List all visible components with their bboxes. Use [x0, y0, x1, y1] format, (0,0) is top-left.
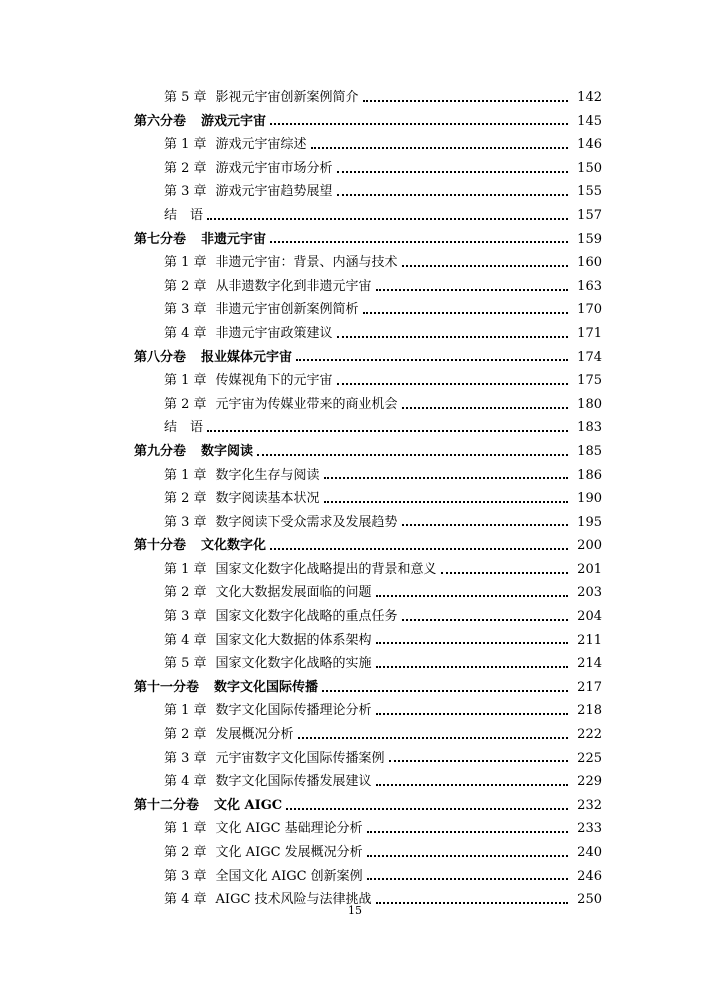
toc-entry-page-number: 175 — [577, 373, 602, 389]
toc-entry-label — [164, 511, 398, 535]
toc-entry-title: 从非遗数字化到非遗元宇宙 — [215, 278, 372, 294]
toc-entry-page-number: 142 — [577, 90, 602, 105]
toc-chapter-entry[interactable] — [0, 298, 710, 322]
toc-part-entry[interactable] — [0, 794, 710, 818]
toc-entry-number: 第 2 章 — [164, 845, 207, 860]
toc-entry-title: 国家文化数字化战略的实施 — [215, 656, 372, 672]
toc-entry-number: 第 3 章 — [164, 868, 207, 884]
dot-leader — [270, 536, 568, 550]
toc-chapter-entry[interactable] — [0, 416, 710, 440]
toc-entry-label — [164, 605, 398, 629]
toc-part-entry[interactable] — [0, 228, 710, 252]
toc-entry-title: 全国文化 AIGC 创新案例 — [215, 868, 363, 884]
dot-leader — [363, 88, 568, 102]
toc-entry-page-number: 201 — [577, 561, 602, 577]
toc-entry-number: 第 2 章 — [164, 491, 207, 507]
toc-entry-number: 第 1 章 — [164, 137, 207, 153]
toc-entry-label — [134, 346, 292, 370]
toc-entry-number: 第 3 章 — [164, 302, 207, 318]
toc-entry-page-number: 145 — [577, 113, 602, 129]
toc-entry-page-number: 195 — [577, 514, 602, 530]
toc-entry-title: 数字文化国际传播发展建议 — [215, 774, 372, 790]
dot-leader — [367, 866, 568, 880]
toc-entry-page-number: 185 — [577, 443, 602, 459]
toc-entry-label — [164, 817, 363, 841]
toc-entry-title: 数字阅读基本状况 — [215, 491, 320, 507]
toc-entry-title: 游戏元宇宙综述 — [215, 137, 307, 153]
toc-chapter-entry[interactable] — [0, 558, 710, 582]
toc-entry-label — [164, 416, 203, 440]
toc-entry-label — [164, 723, 294, 747]
dot-leader — [367, 819, 568, 833]
dot-leader — [402, 395, 568, 409]
toc-entry-page-number: 217 — [577, 679, 602, 695]
dot-leader — [402, 253, 568, 267]
toc-chapter-entry[interactable] — [0, 605, 710, 629]
toc-entry-label — [164, 180, 333, 204]
dot-leader — [337, 182, 568, 196]
toc-entry-title: 非遗元宇宙政策建议 — [215, 325, 333, 341]
toc-part-entry[interactable] — [0, 346, 710, 370]
toc-chapter-entry[interactable] — [0, 487, 710, 511]
toc-entry-page-number: 174 — [577, 349, 602, 365]
toc-entry-title: 文化数字化 — [201, 538, 267, 554]
toc-entry-number: 第 2 章 — [164, 585, 207, 601]
toc-chapter-entry[interactable] — [0, 511, 710, 535]
toc-entry-page-number: 204 — [577, 609, 602, 625]
dot-leader — [337, 371, 568, 385]
toc-chapter-entry[interactable] — [0, 369, 710, 393]
dot-leader — [286, 796, 568, 810]
toc-entry-label — [164, 298, 359, 322]
toc-chapter-entry[interactable] — [0, 817, 710, 841]
toc-entry-title: 文化大数据发展面临的问题 — [215, 585, 372, 601]
toc-entry-number: 第 3 章 — [164, 184, 207, 200]
dot-leader — [376, 654, 568, 668]
toc-chapter-entry[interactable] — [0, 157, 710, 181]
toc-chapter-entry[interactable] — [0, 133, 710, 157]
toc-entry-page-number: 222 — [577, 727, 602, 743]
toc-entry-page-number: 180 — [577, 396, 602, 412]
toc-entry-number: 第 4 章 — [164, 892, 207, 908]
toc-entry-page-number: 183 — [577, 420, 602, 436]
toc-entry-label — [164, 133, 307, 157]
toc-entry-label — [134, 440, 253, 464]
toc-entry-page-number: 155 — [577, 184, 602, 200]
toc-entry-number: 第 1 章 — [164, 561, 207, 577]
toc-entry-number: 第 1 章 — [164, 373, 207, 389]
toc-entry-title: 数字文化国际传播理论分析 — [215, 703, 372, 719]
dot-leader — [376, 277, 568, 291]
dot-leader — [376, 890, 568, 904]
toc-entry-page-number: 218 — [577, 703, 602, 719]
toc-entry-label — [164, 487, 320, 511]
toc-entry-title: 发展概况分析 — [215, 727, 294, 743]
toc-entry-page-number: 240 — [577, 845, 602, 860]
dot-leader — [298, 725, 568, 739]
toc-entry-label — [134, 534, 266, 558]
toc-chapter-entry[interactable] — [0, 629, 710, 653]
dot-leader — [311, 135, 568, 149]
toc-entry-label — [164, 652, 372, 676]
toc-entry-page-number: 233 — [577, 821, 602, 837]
toc-entry-number: 第 3 章 — [164, 750, 207, 766]
toc-entry-number: 第 2 章 — [164, 396, 207, 412]
toc-entry-number: 第 4 章 — [164, 774, 207, 790]
dot-leader — [376, 630, 568, 644]
toc-entry-label — [164, 558, 437, 582]
toc-entry-title: 元宇宙数字文化国际传播案例 — [215, 750, 385, 766]
toc-entry-title: 非遗元宇宙：背景、内涵与技术 — [215, 255, 398, 271]
toc-entry-label — [164, 747, 385, 771]
toc-chapter-entry[interactable] — [0, 204, 710, 228]
toc-entry-label — [164, 86, 359, 110]
dot-leader — [270, 111, 568, 125]
toc-part-entry[interactable] — [0, 440, 710, 464]
toc-entry-label — [164, 841, 363, 865]
toc-part-entry[interactable] — [0, 110, 710, 134]
toc-entry-page-number: 190 — [577, 491, 602, 507]
toc-entry-number: 第 5 章 — [164, 90, 207, 105]
toc-entry-page-number: 200 — [577, 538, 602, 554]
toc-entry-label — [164, 865, 363, 889]
toc-entry-title: 国家文化数字化战略提出的背景和意义 — [215, 561, 437, 577]
dot-leader — [337, 324, 568, 338]
toc-entry-page-number: 157 — [577, 207, 602, 223]
toc-entry-page-number: 211 — [577, 632, 602, 648]
toc-entry-label — [164, 770, 372, 794]
toc-entry-title: 非遗元宇宙 — [201, 231, 267, 247]
toc-entry-title: 非遗元宇宙创新案例简析 — [215, 302, 359, 318]
toc-entry-label — [134, 228, 266, 252]
toc-entry-number: 第 1 章 — [164, 255, 207, 271]
toc-entry-number: 第十一分卷 — [134, 679, 200, 695]
toc-entry-page-number: 250 — [577, 892, 602, 908]
toc-entry-number: 第 4 章 — [164, 632, 207, 648]
toc-entry-title: 数字阅读下受众需求及发展趋势 — [215, 514, 398, 530]
toc-entry-label — [164, 699, 372, 723]
toc-entry-label — [164, 275, 372, 299]
dot-leader — [322, 678, 568, 692]
toc-entry-title: 文化 AIGC — [214, 797, 283, 813]
toc-chapter-entry[interactable] — [0, 581, 710, 605]
toc-chapter-entry[interactable] — [0, 322, 710, 346]
toc-entry-number: 第七分卷 — [134, 231, 187, 247]
dot-leader — [270, 229, 568, 243]
toc-chapter-entry[interactable] — [0, 699, 710, 723]
toc-entry-number: 第 1 章 — [164, 703, 207, 719]
toc-chapter-entry[interactable] — [0, 86, 710, 110]
toc-entry-title: AIGC 技术风险与法律挑战 — [215, 892, 372, 908]
toc-entry-number: 第十分卷 — [134, 538, 187, 554]
table-of-contents — [0, 86, 710, 912]
toc-entry-page-number: 146 — [577, 137, 602, 153]
toc-entry-label — [164, 629, 372, 653]
toc-entry-page-number: 246 — [577, 868, 602, 884]
toc-entry-page-number: 160 — [577, 255, 602, 271]
toc-part-entry[interactable] — [0, 676, 710, 700]
dot-leader — [337, 159, 568, 173]
toc-chapter-entry[interactable] — [0, 275, 710, 299]
toc-entry-label — [134, 110, 266, 134]
toc-entry-title: 数字文化国际传播 — [214, 679, 319, 695]
toc-entry-label — [164, 322, 333, 346]
dot-leader — [363, 300, 568, 314]
toc-entry-number: 第 4 章 — [164, 325, 207, 341]
toc-entry-page-number: 214 — [577, 656, 602, 672]
dot-leader — [389, 748, 568, 762]
toc-entry-title: 游戏元宇宙市场分析 — [215, 160, 333, 176]
toc-entry-page-number: 150 — [577, 160, 602, 176]
page-number: 15 — [348, 904, 362, 917]
dot-leader — [376, 701, 568, 715]
dot-leader — [402, 607, 568, 621]
toc-entry-title: 数字化生存与阅读 — [215, 467, 320, 483]
toc-entry-title: 文化 AIGC 发展概况分析 — [215, 845, 363, 860]
toc-entry-title: 国家文化数字化战略的重点任务 — [215, 609, 398, 625]
toc-chapter-entry[interactable] — [0, 770, 710, 794]
toc-chapter-entry[interactable] — [0, 865, 710, 889]
toc-entry-number: 结 语 — [164, 207, 204, 223]
toc-chapter-entry[interactable] — [0, 723, 710, 747]
toc-entry-title: 元宇宙为传媒业带来的商业机会 — [215, 396, 398, 412]
toc-chapter-entry[interactable] — [0, 652, 710, 676]
toc-chapter-entry[interactable] — [0, 841, 710, 865]
toc-entry-number: 第 2 章 — [164, 278, 207, 294]
toc-entry-title: 报业媒体元宇宙 — [201, 349, 293, 365]
toc-entry-title: 游戏元宇宙趋势展望 — [215, 184, 333, 200]
toc-entry-page-number: 171 — [577, 325, 602, 341]
toc-entry-page-number: 186 — [577, 467, 602, 483]
toc-entry-title: 传媒视角下的元宇宙 — [215, 373, 333, 389]
toc-entry-label — [134, 794, 282, 818]
toc-entry-title: 文化 AIGC 基础理论分析 — [215, 821, 363, 837]
dot-leader — [376, 583, 568, 597]
toc-entry-number: 第 2 章 — [164, 160, 207, 176]
toc-entry-page-number: 170 — [577, 302, 602, 318]
toc-part-entry[interactable] — [0, 534, 710, 558]
toc-entry-number: 第 3 章 — [164, 514, 207, 530]
toc-entry-page-number: 163 — [577, 278, 602, 294]
toc-entry-label — [164, 369, 333, 393]
toc-entry-number: 第 3 章 — [164, 609, 207, 625]
toc-entry-number: 第 1 章 — [164, 821, 207, 837]
dot-leader — [207, 418, 568, 432]
dot-leader — [324, 465, 568, 479]
toc-entry-number: 第 1 章 — [164, 467, 207, 483]
toc-entry-number: 第九分卷 — [134, 443, 187, 459]
toc-entry-title: 数字阅读 — [201, 443, 254, 459]
toc-entry-label — [164, 157, 333, 181]
dot-leader — [207, 206, 568, 220]
toc-entry-number: 第六分卷 — [134, 113, 187, 129]
toc-entry-title: 游戏元宇宙 — [201, 113, 267, 129]
dot-leader — [402, 512, 568, 526]
dot-leader — [441, 560, 568, 574]
toc-entry-title: 影视元宇宙创新案例简介 — [215, 90, 359, 105]
toc-chapter-entry[interactable] — [0, 464, 710, 488]
toc-entry-page-number: 159 — [577, 231, 602, 247]
dot-leader — [367, 843, 568, 857]
toc-chapter-entry[interactable] — [0, 180, 710, 204]
toc-entry-number: 第十二分卷 — [134, 797, 200, 813]
dot-leader — [296, 347, 568, 361]
dot-leader — [376, 772, 568, 786]
dot-leader — [324, 489, 568, 503]
dot-leader — [257, 442, 568, 456]
toc-chapter-entry[interactable] — [0, 393, 710, 417]
toc-chapter-entry[interactable] — [0, 251, 710, 275]
toc-entry-label — [164, 251, 398, 275]
toc-entry-number: 第八分卷 — [134, 349, 187, 365]
toc-entry-page-number: 203 — [577, 585, 602, 601]
toc-entry-label — [164, 204, 203, 228]
toc-entry-label — [164, 464, 320, 488]
toc-entry-label — [164, 393, 398, 417]
toc-entry-page-number: 225 — [577, 750, 602, 766]
toc-entry-label — [164, 581, 372, 605]
toc-entry-title: 国家文化大数据的体系架构 — [215, 632, 372, 648]
toc-entry-number: 第 2 章 — [164, 727, 207, 743]
toc-entry-label — [134, 676, 318, 700]
toc-entry-page-number: 232 — [577, 797, 602, 813]
toc-entry-page-number: 229 — [577, 774, 602, 790]
toc-entry-number: 结 语 — [164, 420, 204, 436]
toc-entry-number: 第 5 章 — [164, 656, 207, 672]
toc-chapter-entry[interactable] — [0, 747, 710, 771]
